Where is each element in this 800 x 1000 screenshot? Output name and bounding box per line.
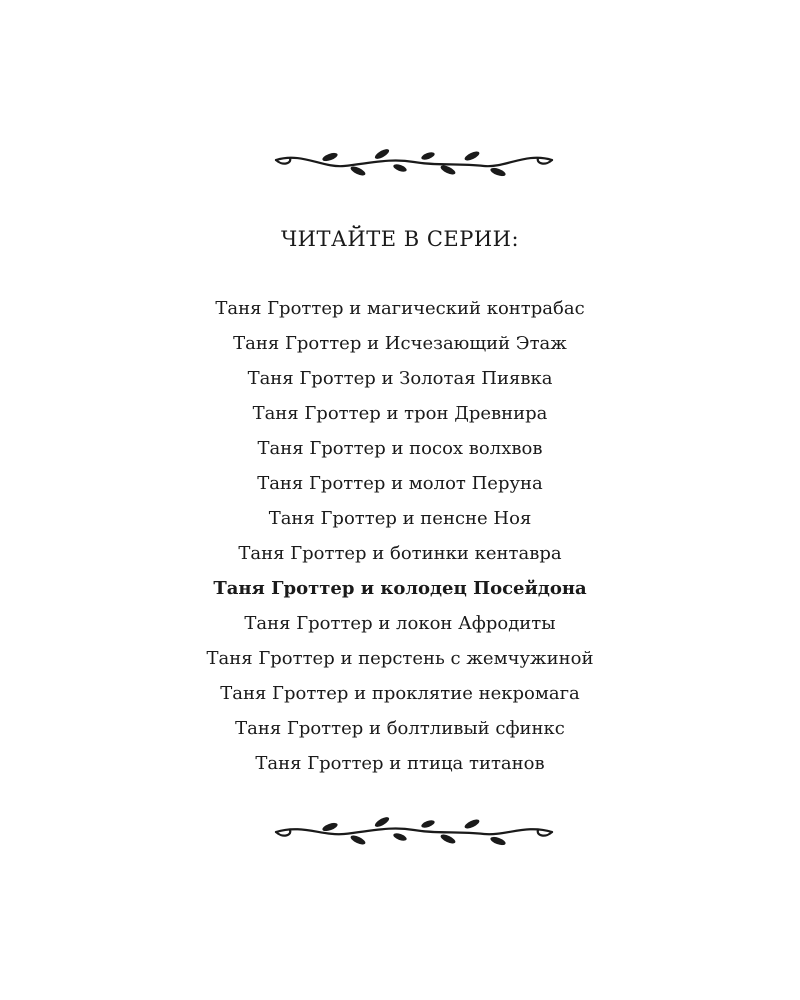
book-title: Таня Гроттер и перстень с жемчужиной — [206, 648, 594, 669]
book-title: Таня Гроттер и молот Перуна — [257, 473, 543, 494]
series-heading: ЧИТАЙТЕ В СЕРИИ: — [280, 227, 520, 251]
book-series-list — [0, 294, 800, 784]
book-title: Таня Гроттер и болтливый сфинкс — [235, 718, 565, 739]
book-title: Таня Гроттер и локон Афродиты — [244, 613, 556, 634]
floral-divider-top-icon — [272, 144, 556, 184]
book-title: Таня Гроттер и Исчезающий Этаж — [233, 333, 567, 354]
book-title: Таня Гроттер и Золотая Пиявка — [247, 368, 553, 389]
book-title: Таня Гроттер и трон Древнира — [252, 403, 548, 424]
book-title: Таня Гроттер и магический контрабас — [215, 298, 585, 319]
book-title: Таня Гроттер и посох волхвов — [257, 438, 543, 459]
floral-divider-bottom-icon — [272, 810, 556, 850]
book-title: Таня Гроттер и птица титанов — [255, 753, 545, 774]
book-title: Таня Гроттер и проклятие некромага — [220, 683, 580, 704]
book-title: Таня Гроттер и ботинки кентавра — [238, 543, 562, 564]
book-title: Таня Гроттер и пенсне Ноя — [268, 508, 532, 529]
book-title-current: Таня Гроттер и колодец Посейдона — [213, 578, 587, 599]
